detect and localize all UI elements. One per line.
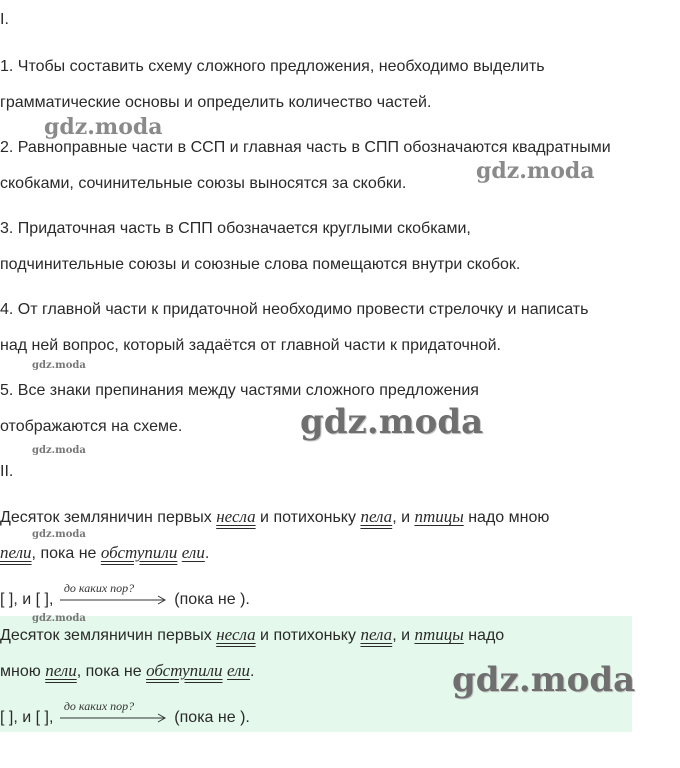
question-arrow (58, 581, 170, 610)
sentence-text: . (204, 545, 210, 562)
item-4-line-2: над ней вопрос, который задаётся от главной части к придаточной. (0, 337, 501, 354)
scheme-brackets: [ ], и [ ], (0, 591, 54, 608)
watermark: gdz.moda (452, 660, 636, 700)
subject: птицы (414, 507, 464, 526)
sentence-text: , и (392, 509, 415, 526)
item-4-line-1: 4. От главной части к придаточной необходимо провести стрелочку и написать (0, 301, 589, 318)
arrow-icon (58, 712, 170, 724)
item-1-line-1: 1. Чтобы составить схему сложного предложения, необходимо выделить (0, 58, 545, 75)
item-2-line-1: 2. Равноправные части в ССП и главная часть в СПП обозначаются квадратными (0, 139, 611, 156)
scheme-parentheses: (пока не ). (174, 709, 250, 726)
sentence-text: , пока не (76, 663, 147, 680)
sentence-text: , пока не (31, 545, 101, 562)
item-1-line-2: грамматические основы и определить количество частей. (0, 94, 432, 111)
item-5-line-2: отображаются на схеме. (0, 418, 183, 435)
item-2-line-2: скобками, сочинительные союзы выносятся за скобки. (0, 175, 407, 192)
question-arrow (58, 699, 170, 728)
sentence-b-line-1 (0, 625, 504, 646)
predicate: несла (216, 625, 256, 644)
predicate: несла (216, 507, 256, 526)
sentence-text: . (250, 663, 255, 680)
watermark: gdz.moda (32, 445, 86, 456)
sentence-a-line-2 (0, 543, 209, 564)
predicate: пела (360, 625, 393, 644)
sentence-text: и потихоньку (255, 627, 361, 644)
sentence-text: Десяток земляничин первых (0, 627, 217, 644)
item-3-line-2: подчинительные союзы и союзные слова помещаются внутри скобок. (0, 256, 521, 273)
predicate: пели (0, 543, 32, 562)
predicate: обступили (146, 661, 223, 680)
watermark: gdz.moda (44, 114, 163, 140)
arrow-icon (58, 594, 170, 606)
sentence-text: и потихоньку (255, 509, 361, 526)
scheme-brackets: [ ], и [ ], (0, 709, 54, 726)
section-heading-2: II. (0, 463, 14, 480)
sentence-text: , и (392, 627, 415, 644)
watermark: gdz.moda (476, 158, 595, 184)
scheme-a (0, 581, 250, 610)
watermark: gdz.moda (32, 613, 86, 624)
watermark: gdz.moda (32, 360, 86, 371)
sentence-a-line-1 (0, 507, 549, 528)
predicate: обступили (100, 543, 178, 562)
sentence-text: надо (463, 627, 505, 644)
sentence-text: мною (0, 663, 46, 680)
subject: птицы (414, 625, 464, 644)
watermark: gdz.moda (32, 529, 86, 540)
item-3-line-1: 3. Придаточная часть в СПП обозначается круглыми скобками, (0, 220, 471, 237)
sentence-b-line-2 (0, 661, 254, 682)
sentence-text: надо мною (463, 509, 550, 526)
section-heading-1: I. (0, 11, 9, 28)
scheme-b (0, 699, 250, 728)
predicate: пели (45, 661, 77, 680)
arrow-question-label: до каких пор? (63, 581, 135, 595)
sentence-text: Десяток земляничин первых (0, 509, 217, 526)
predicate: пела (360, 507, 393, 526)
subject: ели (226, 661, 251, 680)
arrow-question-label: до каких пор? (63, 699, 135, 713)
watermark: gdz.moda (300, 402, 484, 442)
scheme-parentheses: (пока не ). (174, 591, 250, 608)
subject: ели (181, 543, 205, 562)
item-5-line-1: 5. Все знаки препинания между частями сложного предложения (0, 382, 479, 399)
